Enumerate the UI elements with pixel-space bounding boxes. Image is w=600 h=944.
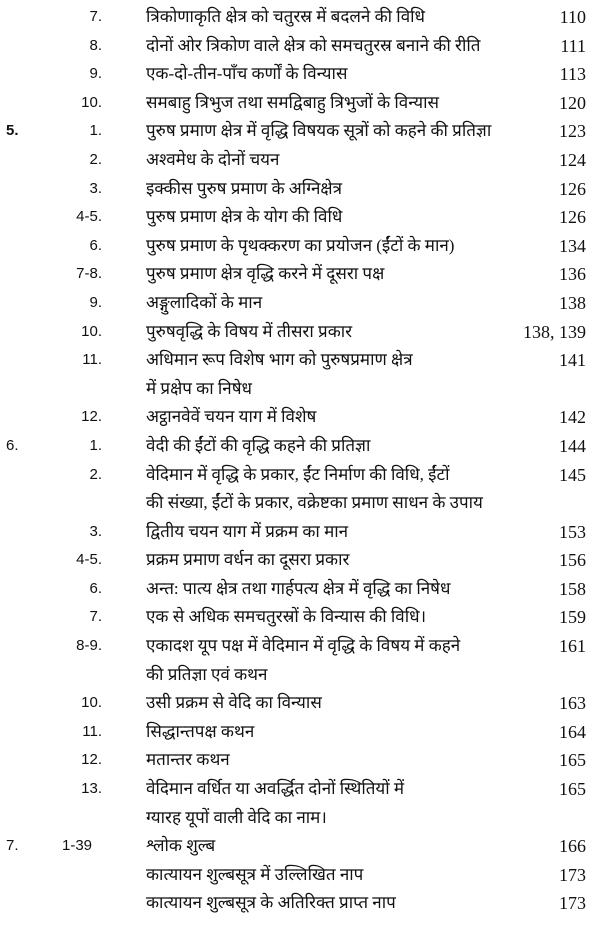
- page-number: 134: [559, 235, 586, 256]
- toc-entry: [0, 689, 600, 718]
- toc-entry: [0, 89, 600, 118]
- toc-entry-continuation: [0, 661, 600, 690]
- entry-title: उसी प्रक्रम से वेदि का विन्यास: [146, 693, 322, 713]
- toc-entry: [0, 832, 600, 861]
- entry-title: कात्यायन शुल्बसूत्र में उल्लिखित नाप: [146, 864, 364, 884]
- chapter-number: 5.: [6, 122, 19, 140]
- section-number: 1.: [89, 122, 102, 140]
- page-number: 165: [559, 779, 586, 800]
- page-number: 111: [560, 35, 586, 56]
- entry-title: वेदिमान वर्धित या अवर्द्धित दोनों स्थितियों में: [146, 779, 405, 799]
- entry-title: अधिमान रूप विशेष भाग को पुरुषप्रमाण क्षेत्र: [146, 350, 413, 370]
- page-number: 113: [559, 64, 586, 85]
- toc-entry: [0, 432, 600, 461]
- page-number: 123: [559, 121, 586, 142]
- toc-entry: [0, 60, 600, 89]
- entry-title: अङ्गुलादिकों के मान: [146, 292, 263, 312]
- page-number: 166: [559, 836, 586, 857]
- entry-title: ग्यारह यूपों वाली वेदि का नाम।: [146, 807, 327, 827]
- entry-title: वेदिमान में वृद्धि के प्रकार, ईंट निर्माण की विधि, ईंटों: [146, 464, 450, 484]
- toc-entry: [0, 889, 600, 918]
- page-number: 158: [559, 578, 586, 599]
- toc-entry: [0, 746, 600, 775]
- page-number: 144: [559, 435, 586, 456]
- entry-title: वेदी की ईंटों की वृद्धि कहने की प्रतिज्ञा: [146, 435, 371, 455]
- page-number: 142: [559, 407, 586, 428]
- entry-title: अन्त: पात्य क्षेत्र तथा गार्हपत्य क्षेत्र में वृद्धि का निषेध: [146, 578, 451, 598]
- page-number: 126: [559, 207, 586, 228]
- entry-title: अश्वमेध के दोनों चयन: [146, 149, 280, 169]
- page-number: 173: [559, 893, 586, 914]
- toc-entry: [0, 575, 600, 604]
- section-number: 9.: [89, 65, 102, 83]
- section-number: 4-5.: [76, 551, 102, 569]
- entry-title: पुरुषवृद्धि के विषय में तीसरा प्रकार: [146, 321, 353, 341]
- page-number: 173: [559, 864, 586, 885]
- entry-title: प्रक्रम प्रमाण वर्धन का दूसरा प्रकार: [146, 550, 350, 570]
- section-number: 8-9.: [76, 637, 102, 655]
- entry-title: कात्यायन शुल्बसूत्र के अतिरिक्त प्राप्त नाप: [146, 893, 396, 913]
- page-number: 136: [559, 264, 586, 285]
- section-number: 12.: [81, 751, 102, 769]
- page-number: 145: [559, 464, 586, 485]
- entry-title: त्रिकोणाकृति क्षेत्र को चतुरस्र में बदलने की विधि: [146, 7, 426, 26]
- toc-entry-continuation: [0, 375, 600, 404]
- section-number: 1.: [89, 436, 102, 454]
- section-number: 7.: [89, 608, 102, 626]
- chapter-number: 7.: [6, 837, 19, 855]
- page-number: 120: [559, 92, 586, 113]
- section-number: 10.: [81, 694, 102, 712]
- entry-title: पुरुष प्रमाण क्षेत्र वृद्धि करने में दूसरा पक्ष: [146, 264, 385, 284]
- page-number: 141: [559, 350, 586, 371]
- section-number: 10.: [81, 93, 102, 111]
- page-number: 110: [559, 7, 586, 27]
- page-number: 138, 139: [523, 321, 586, 342]
- page-number: 126: [559, 178, 586, 199]
- entry-title: एक से अधिक समचतुरस्रों के विन्यास की विधि।: [146, 607, 427, 627]
- page-number: 164: [559, 721, 586, 742]
- section-number: 13.: [81, 780, 102, 798]
- section-number: 11.: [82, 722, 102, 740]
- section-number: 10.: [81, 322, 102, 340]
- toc-entry: [0, 289, 600, 318]
- toc-entry: [0, 318, 600, 347]
- page-number: 163: [559, 693, 586, 714]
- section-number: 3.: [89, 179, 102, 197]
- page-number: 161: [559, 636, 586, 657]
- section-number: 7-8.: [76, 265, 102, 283]
- toc-entry: [0, 775, 600, 804]
- toc-entry: [0, 146, 600, 175]
- entry-title: की प्रतिज्ञा एवं कथन: [146, 664, 268, 684]
- page-number: 124: [559, 149, 586, 170]
- entry-title: की संख्या, ईंटों के प्रकार, वक्रेष्टका प्रमाण साधन के उपाय: [146, 493, 483, 513]
- page-number: 156: [559, 550, 586, 571]
- entry-title: सिद्धान्तपक्ष कथन: [146, 721, 255, 741]
- page-number: 138: [559, 292, 586, 313]
- section-number: 8.: [89, 36, 102, 54]
- toc-entry: [0, 603, 600, 632]
- entry-title: मतान्तर कथन: [146, 750, 230, 770]
- page-number: 153: [559, 521, 586, 542]
- entry-title: एकादश यूप पक्ष में वेदिमान में वृद्धि के विषय में कहने: [146, 636, 461, 656]
- toc-entry-continuation: [0, 489, 600, 518]
- toc-entry: [0, 260, 600, 289]
- entry-title: में प्रक्षेप का निषेध: [146, 378, 253, 398]
- toc-entry: [0, 861, 600, 890]
- entry-title: अट्ठानवेवें चयन याग में विशेष: [146, 407, 317, 427]
- entry-title: समबाहु त्रिभुज तथा समद्विबाहु त्रिभुजों के विन्यास: [146, 92, 440, 112]
- section-number: 3.: [89, 522, 102, 540]
- section-number: 4-5.: [76, 208, 102, 226]
- toc-entry: [0, 546, 600, 575]
- section-number: 6.: [89, 236, 102, 254]
- toc-entry: [0, 718, 600, 747]
- chapter-number: 6.: [6, 436, 19, 454]
- toc-entry-continuation: [0, 804, 600, 833]
- section-number: 2.: [89, 465, 102, 483]
- toc-entry: [0, 232, 600, 261]
- entry-title: एक-दो-तीन-पाँच कर्णों के विन्यास: [146, 64, 348, 84]
- toc-entry: [0, 346, 600, 375]
- entry-title: पुरुष प्रमाण क्षेत्र में वृद्धि विषयक सूत्रों को कहने की प्रतिज्ञा: [146, 121, 492, 141]
- toc-entry: [0, 175, 600, 204]
- section-number: 2.: [89, 150, 102, 168]
- page-number: 165: [559, 750, 586, 771]
- toc-entry: [0, 32, 600, 61]
- section-number: 6.: [89, 579, 102, 597]
- toc-entry: [0, 203, 600, 232]
- page-number: 159: [559, 607, 586, 628]
- toc-entry: [0, 632, 600, 661]
- entry-title: द्वितीय चयन याग में प्रक्रम का मान: [146, 521, 349, 541]
- entry-title: श्लोक शुल्ब: [146, 836, 216, 856]
- section-number: 11.: [82, 351, 102, 369]
- section-number: 1-39: [62, 837, 93, 855]
- section-number: 12.: [81, 408, 102, 426]
- section-number: 9.: [89, 293, 102, 311]
- entry-title: पुरुष प्रमाण क्षेत्र के योग की विधि: [146, 207, 343, 227]
- entry-title: इक्कीस पुरुष प्रमाण के अग्निक्षेत्र: [146, 178, 342, 198]
- toc-entry: [0, 461, 600, 490]
- section-number: 7.: [89, 8, 102, 25]
- toc-entry: [0, 403, 600, 432]
- toc-entry: [0, 518, 600, 547]
- toc-entry: [0, 3, 600, 32]
- toc-entry: [0, 117, 600, 146]
- entry-title: दोनों ओर त्रिकोण वाले क्षेत्र को समचतुरस्र बनाने की रीति: [146, 35, 481, 55]
- entry-title: पुरुष प्रमाण के पृथक्करण का प्रयोजन (ईंटों के मान): [146, 235, 455, 255]
